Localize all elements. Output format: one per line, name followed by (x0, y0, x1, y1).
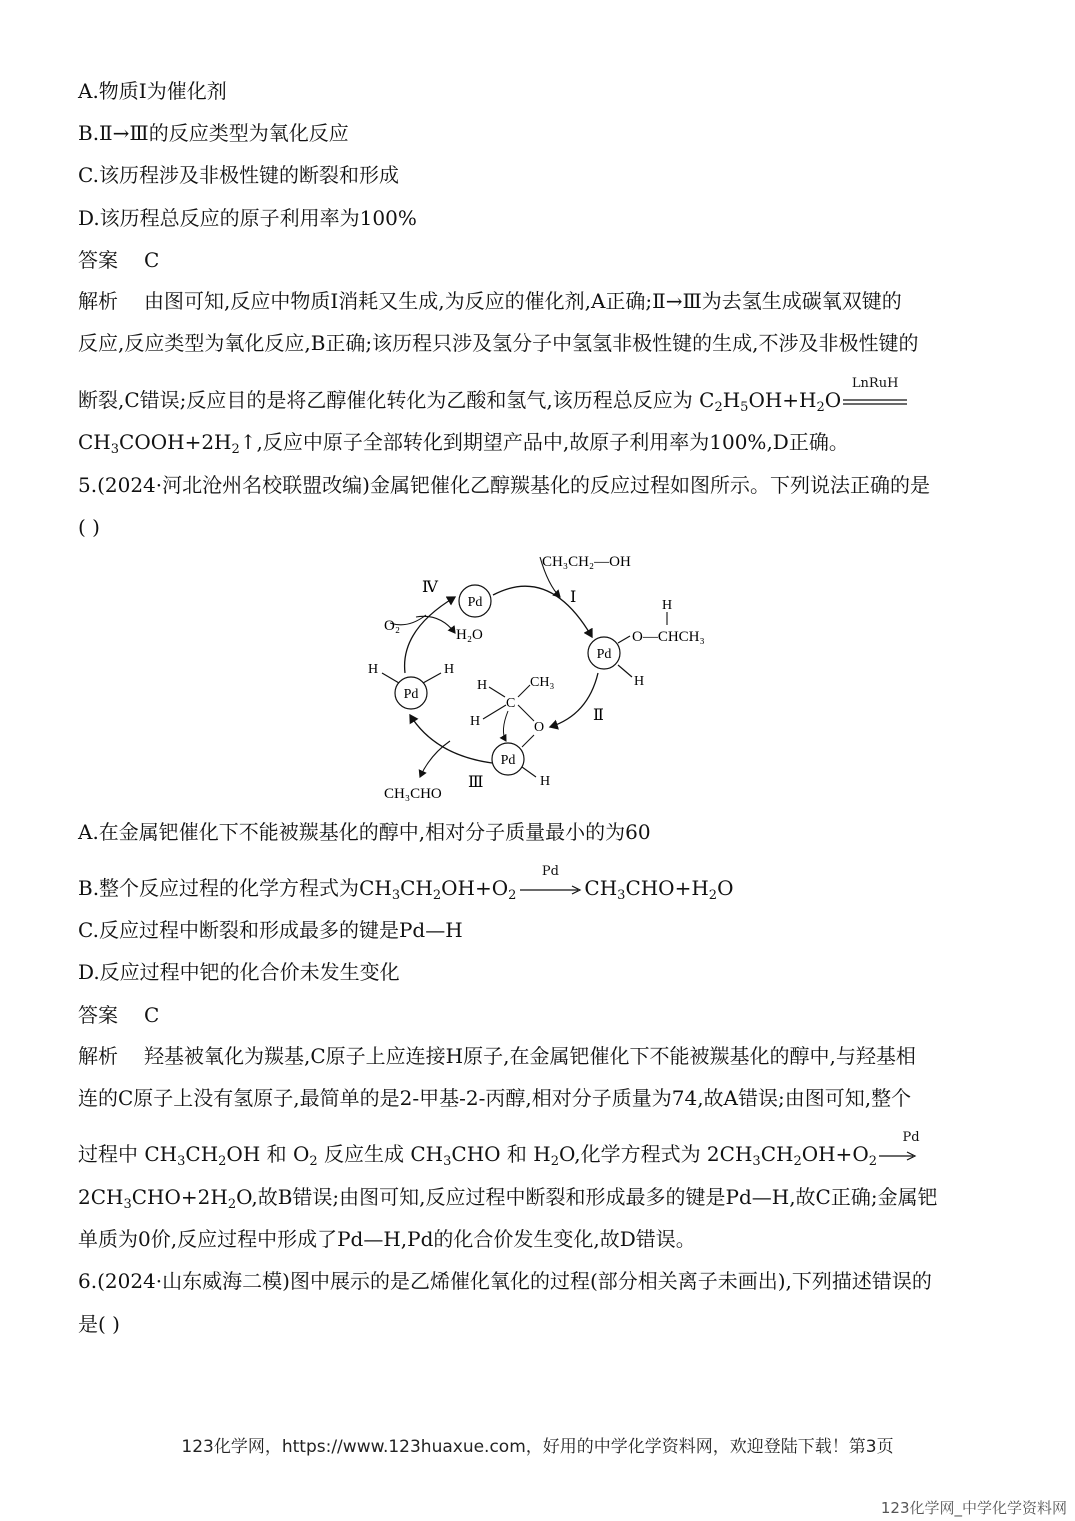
svg-text:Pd: Pd (500, 753, 516, 768)
q5-analysis-line-3 (78, 1129, 945, 1169)
svg-text:Pd: Pd (596, 647, 612, 662)
ethanol-label: CH₃CH₂—OH (542, 554, 631, 570)
q4-analysis-line-2: 反应,反应类型为氧化反应,B正确;该历程只涉及氢分子中氢氢非极性键的生成,不涉及非极性键的 (78, 331, 919, 355)
q5-analysis-line-2: 连的C原子上没有氢原子,最简单的是2-甲基-2-丙醇,相对分子质量为74,故A错误;由图可知,整个 (78, 1086, 912, 1110)
q4-analysis-line-3 (78, 375, 909, 415)
right-arrow-icon (516, 880, 584, 900)
catalytic-cycle-diagram (360, 545, 740, 815)
h-label: H (540, 774, 551, 789)
q4-analysis-line-4 (78, 428, 849, 456)
catalyst-label: Pd (902, 1129, 920, 1145)
analysis-formulae: $CH_3CH_2OH$ 和 $O_2$ 反应生成 $CH_3CHO$ 和 $H_2O$,化学方程式为 $2CH_3CH_2OH+O_2$ (138, 1142, 877, 1169)
analysis-text: 过程中 (78, 1142, 138, 1166)
q4-option-d: D.该历程总反应的原子利用率为100% (78, 206, 417, 230)
reaction-arrow (516, 863, 584, 900)
arc-arrow-step-2 (550, 673, 598, 727)
q5-option-c: C.反应过程中断裂和形成最多的键是Pd—H (78, 918, 463, 942)
equation-reactants: $CH_3CH_2OH+O_2$ (359, 876, 517, 903)
analysis-text: ,故B错误;由图可知,反应过程中断裂和形成最多的键是Pd—H,故C正确;金属钯 (251, 1185, 938, 1209)
ch3-label: CH₃ (530, 675, 555, 690)
q5-stem-line-2: ( ) (78, 515, 100, 539)
o-label: O (534, 720, 545, 735)
h2o-label: H₂O (456, 627, 483, 643)
answer-label: 答案 (78, 1003, 118, 1027)
step-2-label: Ⅱ (593, 707, 604, 724)
step-4-label: Ⅳ (422, 579, 438, 596)
step-3-label: Ⅲ (468, 774, 484, 791)
equation-products: $CH_3CHO+H_2O$ (584, 876, 734, 903)
right-arrow-icon (877, 1146, 917, 1166)
analysis-text: 由图可知,反应中物质Ⅰ消耗又生成,为反应的催化剂,A正确;Ⅱ→Ⅲ为去氢生成碳氧双键的 (144, 289, 902, 313)
q5-analysis-line-4 (78, 1183, 938, 1211)
analysis-text: 羟基被氧化为羰基,C原子上应连接H原子,在金属钯催化下不能被羰基化的醇中,与羟基相 (144, 1044, 916, 1068)
h-label: H (470, 714, 481, 729)
h-label: H (477, 678, 488, 693)
q5-option-b (78, 863, 734, 903)
ochch3-label: O—CHCH₃ (632, 629, 705, 645)
h-label: H (662, 598, 673, 613)
answer-label: 答案 (78, 248, 118, 272)
q4-answer (78, 246, 159, 274)
o2-label: O₂ (384, 618, 401, 634)
watermark-text: 123化学网_中学化学资料网 (880, 1499, 1067, 1517)
equation-reactants: $C_2H_5OH+H_2O$ (699, 388, 842, 415)
q6-stem-line-2: 是( ) (78, 1312, 120, 1336)
pd-node-left (395, 677, 427, 709)
q5-answer (78, 1001, 159, 1029)
q6-stem-line-1: 6.(2024·山东威海二模)图中展示的是乙烯催化氧化的过程(部分相关离子未画出),下列描述错误的 (78, 1269, 932, 1293)
catalyst-label: Pd (541, 863, 559, 879)
arc-arrow-step-1 (493, 586, 592, 637)
q4-option-a: A.物质Ⅰ为催化剂 (78, 79, 227, 103)
catalyst-label: LnRuH (851, 375, 899, 391)
h-label: H (444, 662, 455, 677)
analysis-text: ,反应中原子全部转化到期望产品中,故原子利用率为100%,D正确。 (256, 430, 849, 454)
q4-option-c: C.该历程涉及非极性键的断裂和形成 (78, 163, 399, 187)
answer-value: C (144, 248, 160, 272)
h2o-out-arrow (416, 616, 455, 633)
analysis-label: 解析 (78, 1044, 118, 1068)
analysis-text: 断裂,C错误;反应目的是将乙醇催化转化为乙酸和氢气,该历程总反应为 (78, 388, 693, 412)
q5-analysis-line-1 (78, 1042, 916, 1070)
c-label: C (506, 696, 516, 711)
svg-text:Pd: Pd (467, 595, 483, 610)
h-label: H (634, 674, 645, 689)
answer-value: C (144, 1003, 160, 1027)
page-footer: 123化学网，https://www.123huaxue.com，好用的中学化学资料网，欢迎登陆下载！第3页 (181, 1437, 894, 1457)
pd-node-top (459, 585, 491, 617)
q5-option-d: D.反应过程中钯的化合价未发生变化 (78, 960, 400, 984)
analysis-label: 解析 (78, 289, 118, 313)
equation-products: $CH_3COOH+2H_2↑$ (78, 430, 257, 457)
reaction-arrow (877, 1129, 945, 1166)
ch3cho-label: CH₃CHO (384, 786, 442, 802)
svg-text:Pd: Pd (403, 687, 419, 702)
q5-stem-line-1: 5.(2024·河北沧州名校联盟改编)金属钯催化乙醇羰基化的反应过程如图所示。下列说法正确的是 (78, 473, 930, 497)
step-1-label: Ⅰ (570, 589, 577, 606)
equation-products: $2CH_3CHO+2H_2O$ (78, 1185, 252, 1212)
reaction-double-arrow (841, 375, 909, 412)
q5-analysis-line-5: 单质为0价,反应过程中形成了Pd—H,Pd的化合价发生变化,故D错误。 (78, 1227, 696, 1251)
q5-option-a: A.在金属钯催化下不能被羰基化的醇中,相对分子质量最小的为60 (78, 820, 651, 844)
option-b-text: B.整个反应过程的化学方程式为 (78, 876, 360, 900)
pd-node-bottom (492, 743, 524, 775)
q4-analysis-line-1 (78, 287, 902, 315)
double-line-arrow-icon (841, 392, 909, 412)
h-label: H (368, 662, 379, 677)
ch3cho-out-arrow (420, 741, 450, 777)
pd-node-right (588, 637, 620, 669)
q4-option-b: B.Ⅱ→Ⅲ的反应类型为氧化反应 (78, 121, 349, 145)
